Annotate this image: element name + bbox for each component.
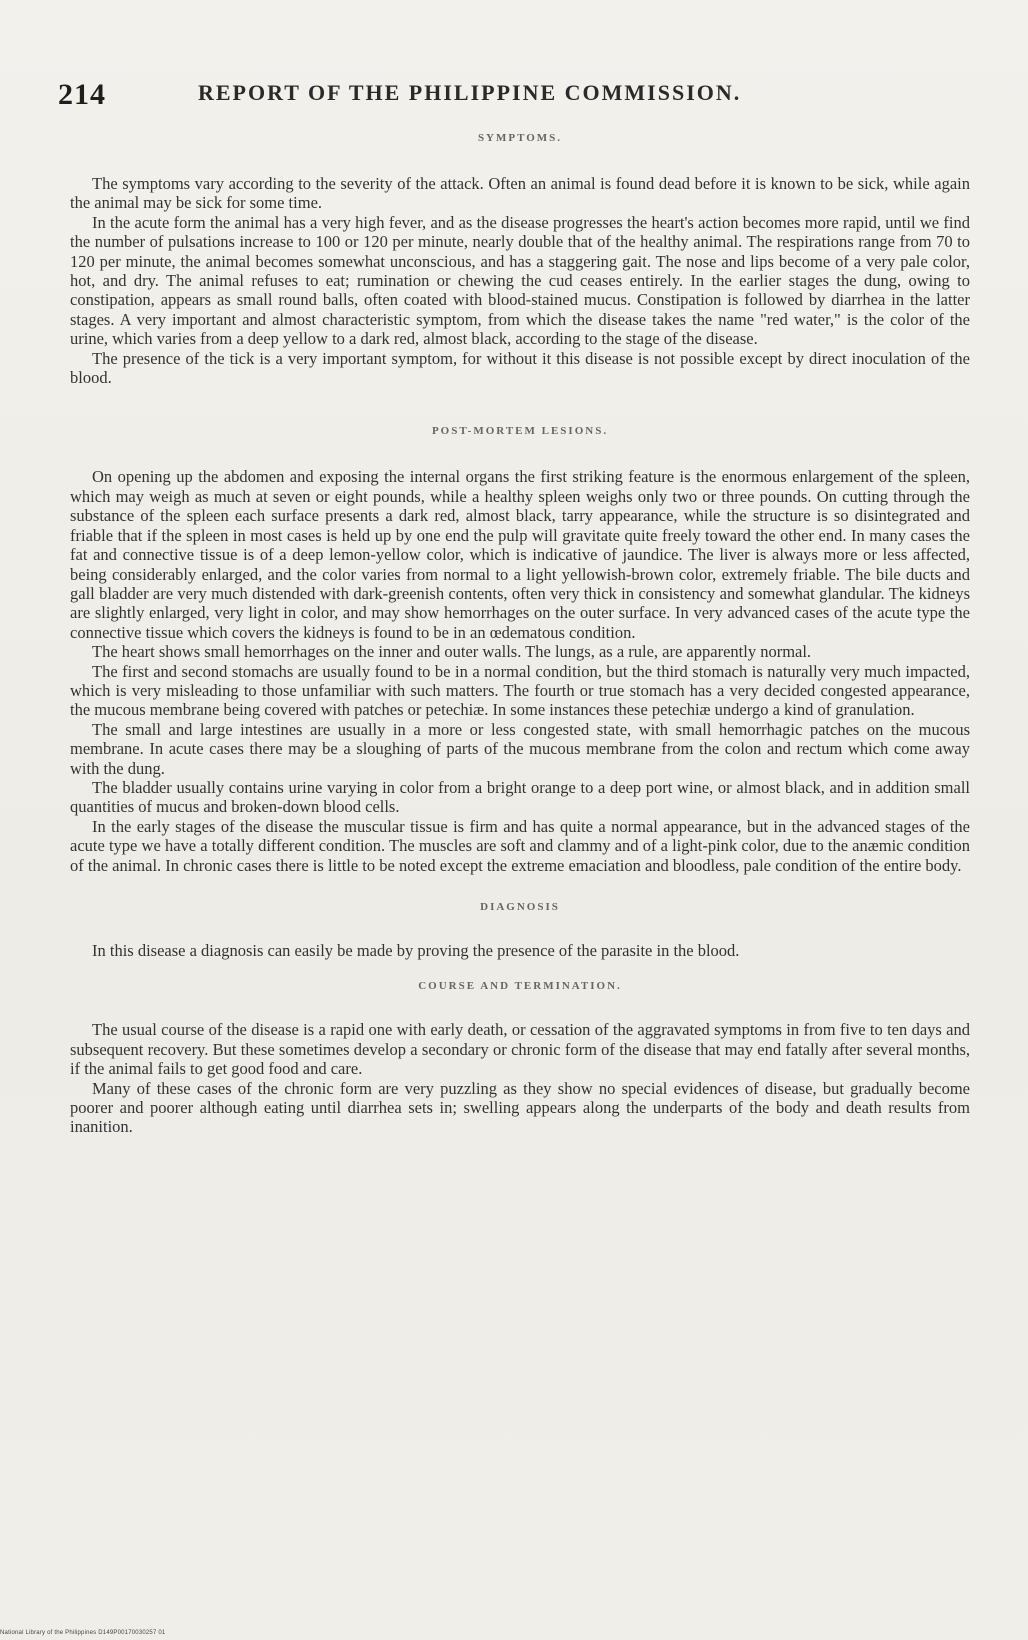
page-number: 214 <box>58 78 106 111</box>
page-header <box>58 78 978 122</box>
paragraph: In the early stages of the disease the muscular tissue is firm and has quite a normal appearance, but in the advanced stages of the acute type we have a totally different condition. The muscles are soft and clammy and of a light-pink color, due to the anæmic condition of the animal. In chronic cases there is little to be noted except the extreme emaciation and bloodless, pale condition of the entire body. <box>70 816 970 875</box>
course-and-termination-section <box>70 980 970 1136</box>
post-mortem-lesions-section <box>70 425 970 875</box>
paragraph: In the acute form the animal has a very high fever, and as the disease progresses the heart's action becomes more rapid, until we find the number of pulsations increase to 100 or 120 per minute, nearly double that of the healthy animal. The respirations range from 70 to 120 per minute, the animal becomes somewhat unconscious, and has a staggering gait. The nose and lips become of a very pale color, hot, and dry. The animal refuses to eat; rumination or chewing the cud ceases entirely. In the earlier stages the dung, owing to constipation, appears as small round balls, often coated with blood-stained mucus. Constipation is followed by diarrhea in the latter stages. A very important and almost characteristic symptom, from which the disease takes the name "red water," is the color of the urine, which varies from a deep yellow to a dark red, almost black, according to the stage of the disease. <box>70 212 970 349</box>
paragraph: The symptoms vary according to the severity of the attack. Often an animal is found dead before it is known to be sick, while again the animal may be sick for some time. <box>70 174 970 213</box>
symptoms-section <box>70 132 970 387</box>
paragraph: The small and large intestines are usually in a more or less congested state, with small hemorrhagic patches on the mucous membrane. In acute cases there may be a sloughing of parts of the mucous membrane from the colon and rectum which come away with the dung. <box>70 719 970 778</box>
section-heading-diagnosis: DIAGNOSIS <box>480 901 560 913</box>
section-heading-course-and-termination: COURSE AND TERMINATION. <box>418 980 622 993</box>
section-heading-symptoms: SYMPTOMS. <box>477 132 563 144</box>
page-body <box>70 128 970 1598</box>
paragraph: The heart shows small hemorrhages on the inner and outer walls. The lungs, as a rule, are apparently normal. <box>92 642 812 662</box>
paragraph: In this disease a diagnosis can easily be made by proving the presence of the parasite in the blood. <box>92 941 740 960</box>
section-heading-post-mortem-lesions: POST-MORTEM LESIONS. <box>431 425 609 438</box>
paragraph: The first and second stomachs are usually found to be in a normal condition, but the third stomach is naturally very much impacted, which is very misleading to those unfamiliar with such matters. The fourth or true stomach has a very decided congested appearance, the mucous membrane being covered with patches or petechiæ. In some instances these petechiæ undergo a kind of granulation. <box>70 661 970 720</box>
paragraph: The presence of the tick is a very important symptom, for without it this disease is not possible except by direct inoculation of the blood. <box>70 348 970 388</box>
paragraph: Many of these cases of the chronic form are very puzzling as they show no special evidences of disease, but gradually become poorer and poorer although eating until diarrhea sets in; swelling appears along the underparts of the body and death results from inanition. <box>70 1078 970 1137</box>
paragraph: The bladder usually contains urine varying in color from a bright orange to a deep port wine, or almost black, and in addition small quantities of mucus and broken-down blood cells. <box>70 777 970 817</box>
archive-footer-caption: National Library of the Philippines D149P00170030257 01 <box>0 1630 166 1636</box>
paragraph: On opening up the abdomen and exposing the internal organs the first striking feature is the enormous enlargement of the spleen, which may weigh as much at seven or eight pounds, while a healthy spleen weighs only two or three pounds. On cutting through the substance of the spleen each surface presents a dark red, almost black, tarry appearance, while the structure is so disintegrated and friable that if the spleen in most cases is held up by one end the pulp will gravitate quite freely toward the other end. In many cases the fat and connective tissue is of a deep lemon-yellow color, which is indicative of jaundice. The liver is always more or less affected, being considerably enlarged, and the color varies from normal to a light yellowish-brown color, extremely friable. The bile ducts and gall bladder are very much distended with dark-greenish contents, often very thick in consistency and somewhat glandular. The kidneys are slightly enlarged, very light in color, and may show hemorrhages on the outer surface. In very advanced cases of the acute type the connective tissue which covers the kidneys is found to be in an œdematous condition. <box>70 467 970 642</box>
paragraph: The usual course of the disease is a rapid one with early death, or cessation of the aggravated symptoms in from five to ten days and subsequent recovery. But these sometimes develop a secondary or chronic form of the disease that may end fatally after several months, if the animal fails to get good food and care. <box>70 1020 970 1079</box>
running-title: REPORT OF THE PHILIPPINE COMMISSION. <box>198 80 742 105</box>
diagnosis-section <box>70 901 970 960</box>
